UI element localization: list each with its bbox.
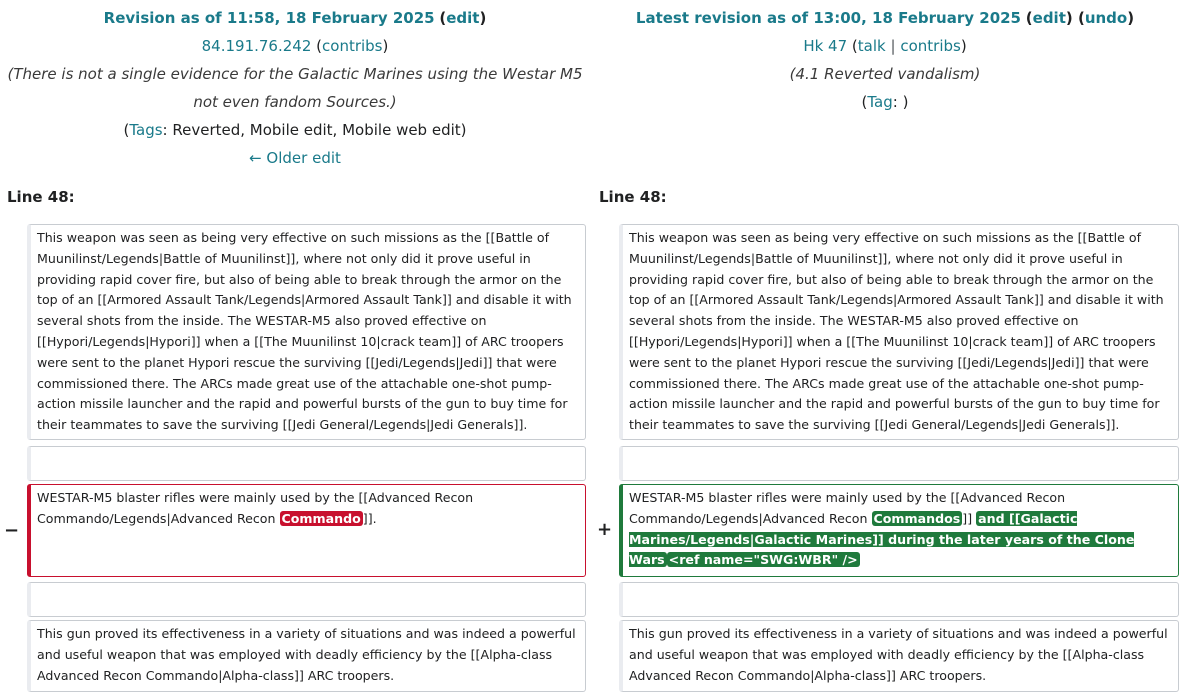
context-right-text: This weapon was seen as being very effective on such missions as the [[Battle of Muunilinst/Legends|Battle of Muunilinst]], where not only did it prove useful in providing rapid cover fire, but also of being able to break through the armor on the top of an [[Armored Assault Tank/Legends|Armored Assault Tank]] and disable it with several shots from the inside. The WESTAR-M5 also proved effective on [[Hypori/Legends|Hypori]] when a [[The Muunilinst 10|crack team]] of ARC troopers were sent to the planet Hypori rescue the surviving [[Jedi/Legends|Jedi]] that were commissioned there. The ARCs made great use of the attachable one-shot pump-action missile launcher and the rapid and powerful bursts of the gun to buy time for their teammates to save the surviving [[Jedi General/Legends|Jedi Generals]]. <box>629 230 1164 433</box>
old-edit-summary-2: not even fandom Sources.) <box>193 93 397 111</box>
trailing-right-text: This gun proved its effectiveness in a variety of situations and was indeed a powerful and useful weapon that was employed with deadly efficiency by the [[Alpha-class Advanced Recon Commando|Alpha-class]] ARC troopers. <box>629 626 1168 683</box>
added-line <box>619 484 1179 577</box>
old-edit-summary-1: (There is not a single evidence for the Galactic Marines using the Westar M5 <box>7 65 583 83</box>
old-revision-link[interactable]: Revision as of 11:58, 18 February 2025 <box>103 9 435 27</box>
older-edit-link[interactable]: ← Older edit <box>249 149 341 167</box>
empty-context-left-2 <box>27 582 586 617</box>
old-tags-link[interactable]: Tags <box>129 121 163 139</box>
new-tag-value: : ) <box>892 93 909 111</box>
new-edit-link[interactable]: edit <box>1032 9 1066 27</box>
empty-context-right-1 <box>619 446 1179 481</box>
new-user-link[interactable]: Hk 47 <box>803 37 848 55</box>
line-number-left: Line 48: <box>7 188 75 206</box>
empty-context-right-2 <box>619 582 1179 617</box>
deleted-text-prefix: WESTAR-M5 blaster rifles were mainly used by the [[Advanced Recon Commando/Legends|Advanced Recon <box>37 490 474 526</box>
new-revision-header: Latest revision as of 13:00, 18 February 2025 (edit) (undo) Hk 47 (talk | contribs) (4.1 Reverted vandalism) (Tag: ) <box>590 4 1180 116</box>
line-number-right: Line 48: <box>599 188 667 206</box>
deleted-line <box>27 484 586 577</box>
trailing-context-left <box>27 620 586 692</box>
old-user-link[interactable]: 84.191.76.242 <box>201 37 312 55</box>
context-left-text: This weapon was seen as being very effective on such missions as the [[Battle of Muunilinst/Legends|Battle of Muunilinst]], where not only did it prove useful in providing rapid cover fire, but also of being able to break through the armor on the top of an [[Armored Assault Tank/Legends|Armored Assault Tank]] and disable it with several shots from the inside. The WESTAR-M5 also proved effective on [[Hypori/Legends|Hypori]] when a [[The Muunilinst 10|crack team]] of ARC troopers were sent to the planet Hypori rescue the surviving [[Jedi/Legends|Jedi]] that were commissioned there. The ARCs made great use of the attachable one-shot pump-action missile launcher and the rapid and powerful bursts of the gun to buy time for their teammates to save the surviving [[Jedi General/Legends|Jedi Generals]]. <box>37 230 572 433</box>
trailing-context-right <box>619 620 1179 692</box>
trailing-left-text: This gun proved its effectiveness in a variety of situations and was indeed a powerful and useful weapon that was employed with deadly efficiency by the [[Alpha-class Advanced Recon Commando|Alpha-class]] ARC troopers. <box>37 626 576 683</box>
added-marker: + <box>597 519 613 540</box>
new-tag-link[interactable]: Tag <box>867 93 893 111</box>
removed-marker: − <box>4 520 20 541</box>
new-tags: (Tag: ) <box>861 93 909 111</box>
context-left <box>27 224 586 440</box>
new-contribs-link[interactable]: contribs <box>900 37 961 55</box>
new-edit-summary: (4.1 Reverted vandalism) <box>789 65 981 83</box>
old-tags: (Tags: Reverted, Mobile edit, Mobile web edit) <box>123 121 467 139</box>
new-revision-link[interactable]: Latest revision as of 13:00, 18 February 2025 <box>635 9 1021 27</box>
added-word-highlight-1: Commandos <box>873 510 961 526</box>
added-text-prefix: WESTAR-M5 blaster rifles were mainly used by the [[Advanced Recon Commando/Legends|Advanced Recon <box>629 490 1066 526</box>
new-talk-link[interactable]: talk <box>857 37 886 55</box>
added-word-highlight-2: and [[Galactic Marines/Legends|Galactic Marines]] during the later years of the Clone Wars <box>629 510 1135 568</box>
undo-link[interactable]: undo <box>1084 9 1128 27</box>
context-right <box>619 224 1179 440</box>
old-revision-header: Revision as of 11:58, 18 February 2025 (edit) 84.191.76.242 (contribs) (There is not a single evidence for the Galactic Marines using the Westar M5 not even fandom Sources.) (Tags: Reverted, Mobile edit, Mobile web edit) ← Older edit <box>0 4 590 172</box>
deleted-word-highlight: Commando <box>281 510 361 526</box>
deleted-text-suffix: ]]. <box>362 510 377 526</box>
empty-context-left-1 <box>27 446 586 481</box>
old-tags-value: : Reverted, Mobile edit, Mobile web edit) <box>162 121 467 139</box>
added-word-highlight-3: <ref name="SWG:WBR" /> <box>668 552 858 568</box>
old-contribs-link[interactable]: contribs <box>322 37 383 55</box>
added-text-mid: ]] <box>962 510 977 526</box>
old-edit-link[interactable]: edit <box>446 9 480 27</box>
